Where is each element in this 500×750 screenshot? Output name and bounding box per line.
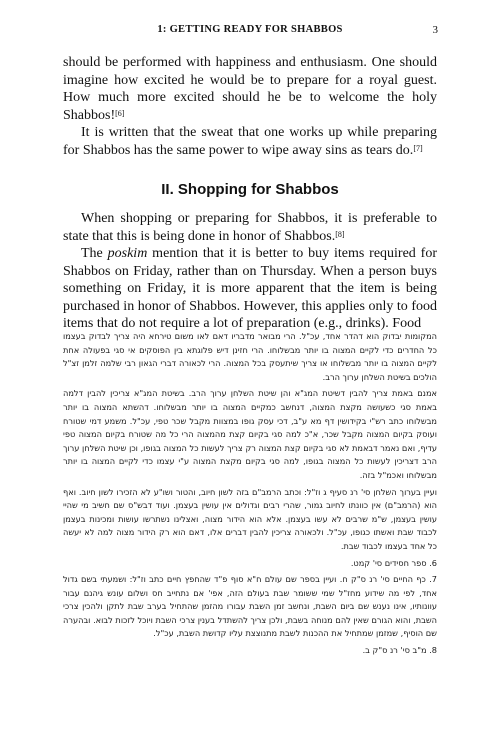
footnotes — [63, 330, 437, 661]
footnote-ref[interactable]: [7] — [413, 143, 423, 153]
footnote: ועיין בערוך השלחן סי' רנ סעיף ג וז"ל: וכתב הרמב"ם בזה לשון חיוב, והטור ושו"ע לא הזכירו לשון חיוב. ואף הוא (הרמב"ם) אין כוונתו לחיוב גמור, שהרי רבים וגדולים אין עושין בעצמן. ועוד דבש"ס שם חשיב מי שהיי עושין בעצמן, ש"מ שרבים לא עשו בעצמן. אלא הוא הידור מצוה, ואצלינו נשתרשו עושות ומכינות בעצמן לכבוד שבת ואשתו כגופו, עכ"ל. ולכאורה צריכין להבין דברים אלו, דאם הוא רק הידור מצוה למה לא יעשה כל אחד בעצמו לכבוד שבת. — [63, 486, 437, 551]
main-text — [63, 54, 437, 333]
paragraph — [63, 124, 437, 159]
footnote: אמנם באמת צריך להבין דשיטת המג"א והן שיטת השלחן ערוך הרב. בשיטת המג"א צריכין להבין דלמה באמת סגי כשעושה מקצת המצוה, דנחשב כמקיים המצוה בו יותר מבשלוחו. דהשתא המצוה בו יותר מבשלוחו כתב רש"י בקידושין דף מא ע"ב, דכי עסק גופו במצוות מקבל שכר טפי, עכ"ל. משמע דמי שטורח ועוסק בקיום המצוה מקבל שכר, א"כ למה סגי בקיום קצת מהמצוה הרי כל מה שטורח בקיום המצוה טפי עדיף, ואם נאמר דבאמת לא סגי בקיום קצת המצוה רק צריך לעשות כל המצוה בגופו, וכן שיטת השלחן ערוך הרב דצריכין לעשות כל המצוה בגופו, למה סגי בקיום מקצת המצוה ע"י עצמו כדי לקיים המצוה בו יותר מבשלוחו ואכמ"ל בזה. — [63, 388, 437, 480]
paragraph — [63, 245, 437, 333]
paragraph — [63, 54, 437, 124]
footnote-ref[interactable]: [8] — [335, 229, 345, 239]
paragraph-text: The — [81, 246, 108, 261]
paragraph-text: When shopping or preparing for Shabbos, it is preferable to state that this is being done in honor of Shabbos. — [63, 211, 437, 244]
paragraph — [63, 210, 437, 245]
italic-term: poskim — [107, 246, 148, 261]
section-heading: II. Shopping for Shabbos — [161, 181, 339, 198]
paragraph-text: should be performed with happiness and enthusiasm. One should imagine how excited he would be to prepare for a royal guest. How much more excited should he be to welcome the holy Shabbos! — [63, 55, 437, 123]
page-number: 3 — [432, 24, 438, 36]
paragraph-text: mention that it is better to buy items required for Shabbos on Friday, rather than on Thursday. When a person buys something on Friday, it is more apparent that the item is being purchased in honor of Shabbos. However, this applies only to food items that do not require a lot of preparation (e.g., drinks). Food — [63, 246, 437, 331]
footnote: 8. מ"ב סי' רנ ס"ק ב. — [362, 645, 437, 656]
footnote: 7. כף החיים סי' רנ ס"ק ח. ועיין בספר שם עולם ח"א סוף פ"ד שהחפץ חיים כתב וז"ל: ושמעתי בשם גדול אחד, לפי מה שידוע מחז"ל שמי ששומר שבת בעולם הזה, אפי' אם נתחייב חס ושלום עונש גיהנם עבור עוונותיו, אינו נענש שם ביום השבת, ונחשב זמן השבת עבורו מהזמן שהתחיל בערב שבת לתקן ולהכין צרכי השבת, והוא הגורם שאין להם מנוחה בשבת, ולכן צריך להשתדל בענין צרכי השבת ויוכל לזכות לבוא. ובהערה שם הוסיף, שמזמן שמתחיל את ההכנות לשבת מתנוצצת עליו קדושת השבת, עכ"ל. — [63, 574, 437, 639]
footnote-ref[interactable]: [6] — [115, 108, 125, 118]
running-head: 1: GETTING READY FOR SHABBOS — [157, 24, 343, 35]
paragraph-text: It is written that the sweat that one works up while preparing for Shabbos has the same power to wipe away sins as tears do. — [63, 125, 437, 158]
footnote: המקומות יבדוק הוא דהדר אחד, עכ"ל. הרי מבואר מדבריו דאם לאו משום טירחא היה צריך לבדוק בעצמו כל החדרים כדי לקיים המצוה בו יותר מבשלוחו. הרי חזינן דיש פלוגתא בין הפוסקים אי סגי בפעולה אחת לקיים המצוה בו יותר מבשלוחו או צריך שיתעסק בכל המצוה. הרי לכאורה דברי הגאון רבי שלמה זלמן זצ"ל הולכים בשיטת השלחן ערוך הרב. — [63, 331, 437, 382]
footnote: 6. ספר חסידים סי' קמט. — [350, 557, 437, 568]
